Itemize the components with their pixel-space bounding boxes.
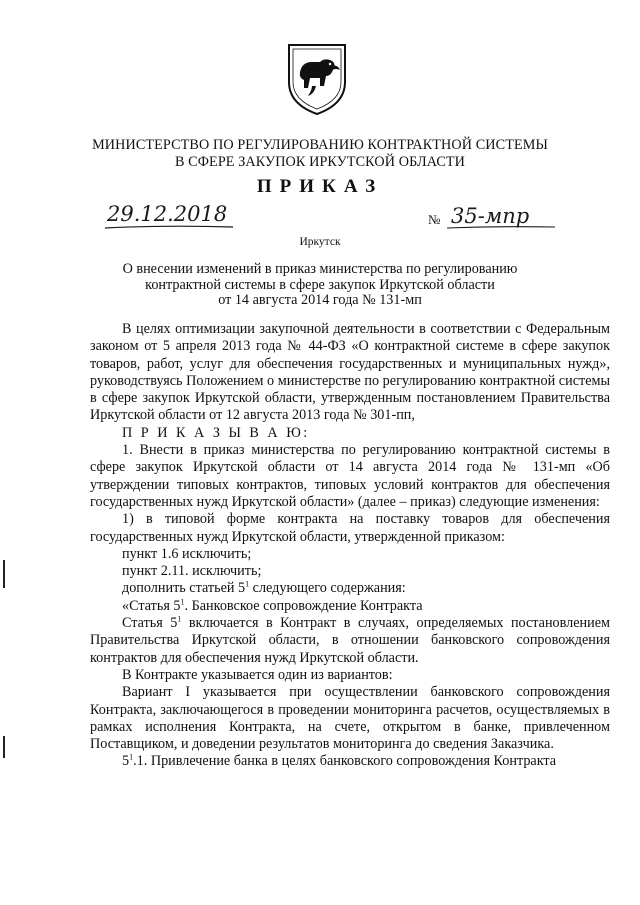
paragraph-article-title: [90, 598, 610, 615]
handwritten-date: [105, 199, 235, 233]
scan-margin-mark: [3, 736, 5, 758]
order-body: [90, 321, 610, 771]
paragraph-item-1: 1. Внести в приказ министерства по регулированию контрактной системы в сфере закупок Иркутской области от 14 августа 2014 года № 131-мп «Об утверждении типовых контрактов, типовых условий контрактов для обеспечения государственных нужд Иркутской области» (далее – приказ) следующие изменения:: [90, 442, 610, 510]
paragraph-variant-1: Вариант I указывается при осуществлении банковского сопровождения Контракта, заключающегося в проведении мониторинга расчетов, осуществляемых в рамках исполнения Контракта, на счете, открытом в банке, привлеченном Поставщиком, и доведении результатов мониторинга до сведения Заказчика.: [90, 684, 610, 753]
paragraph-point-2-11: пункт 2.11. исключить;: [122, 563, 262, 580]
superscript: 1: [129, 752, 134, 762]
order-subject: [120, 262, 520, 309]
superscript: 1: [180, 597, 185, 607]
superscript: 1: [177, 614, 182, 624]
ministry-name-line1: МИНИСТЕРСТВО ПО РЕГУЛИРОВАНИЮ КОНТРАКТНОЙ СИСТЕМЫ: [92, 137, 548, 153]
paragraph-subitem-1: 1) в типовой форме контракта на поставку товаров для обеспечения государственных нужд Иркутской области, утвержденной приказом:: [90, 511, 610, 545]
paragraph-variants: В Контракте указывается один из вариантов:: [122, 666, 393, 683]
preamble-paragraph: В целях оптимизации закупочной деятельности в соответствии с Федеральным законом от 5 апреля 2013 года № 44-ФЗ «О контрактной системе в сфере закупок товаров, работ, услуг для обеспечения государственных и муниципальных нужд», руководствуясь Положением о министерстве по регулированию контрактной системы в сфере закупок Иркутской области, утвержденным постановлением Правительства Иркутской области от 12 августа 2013 года № 301-пп,: [90, 321, 610, 424]
handwritten-date-text: 29.12.2018: [107, 202, 228, 226]
city: Иркутск: [299, 236, 341, 248]
subject-line1: О внесении изменений в приказ министерства по регулированию: [122, 261, 518, 277]
subject-line2: контрактной системы в сфере закупок Иркутской области: [145, 276, 495, 293]
article-title-text-end: . Банковское сопровождение Контракта: [184, 597, 423, 614]
handwritten-number-text: 35-мпр: [451, 204, 530, 228]
bank-clause-text: 5: [122, 753, 130, 770]
number-sign: №: [428, 212, 441, 227]
ministry-name-line2: В СФЕРЕ ЗАКУПОК ИРКУТСКОЙ ОБЛАСТИ: [174, 154, 466, 170]
paragraph-point-1-6: пункт 1.6 исключить;: [122, 545, 252, 562]
irkutsk-coat-of-arms-icon: [286, 42, 348, 116]
paragraph-article-inclusion: [90, 615, 610, 667]
handwritten-number: [447, 197, 557, 235]
paragraph-bank-clause: [90, 753, 610, 770]
scan-margin-mark: [3, 560, 5, 588]
paragraph-add-article: [90, 580, 610, 597]
article-title-text: «Статья 5: [122, 597, 181, 614]
article-inclusion-text-end: включается в Контракт в случаях, определяемых постановлением Правительства Иркутской области, в отношении банковского сопровождения контрактов для обеспечения нужд Иркутской области.: [90, 615, 610, 666]
order-title: ПРИКАЗ: [256, 176, 384, 197]
add-article-text: дополнить статьей 5: [122, 580, 246, 597]
article-inclusion-text: Статья 5: [122, 615, 178, 632]
subject-line3: от 14 августа 2014 года № 131-мп: [218, 292, 422, 308]
bank-clause-text-end: .1. Привлечение банка в целях банковского сопровождения Контракта: [133, 753, 557, 770]
add-article-text-end: следующего содержания:: [249, 580, 406, 597]
superscript: 1: [245, 579, 250, 589]
order-word: П Р И К А З Ы В А Ю:: [122, 424, 310, 441]
ministry-name: [60, 137, 580, 171]
